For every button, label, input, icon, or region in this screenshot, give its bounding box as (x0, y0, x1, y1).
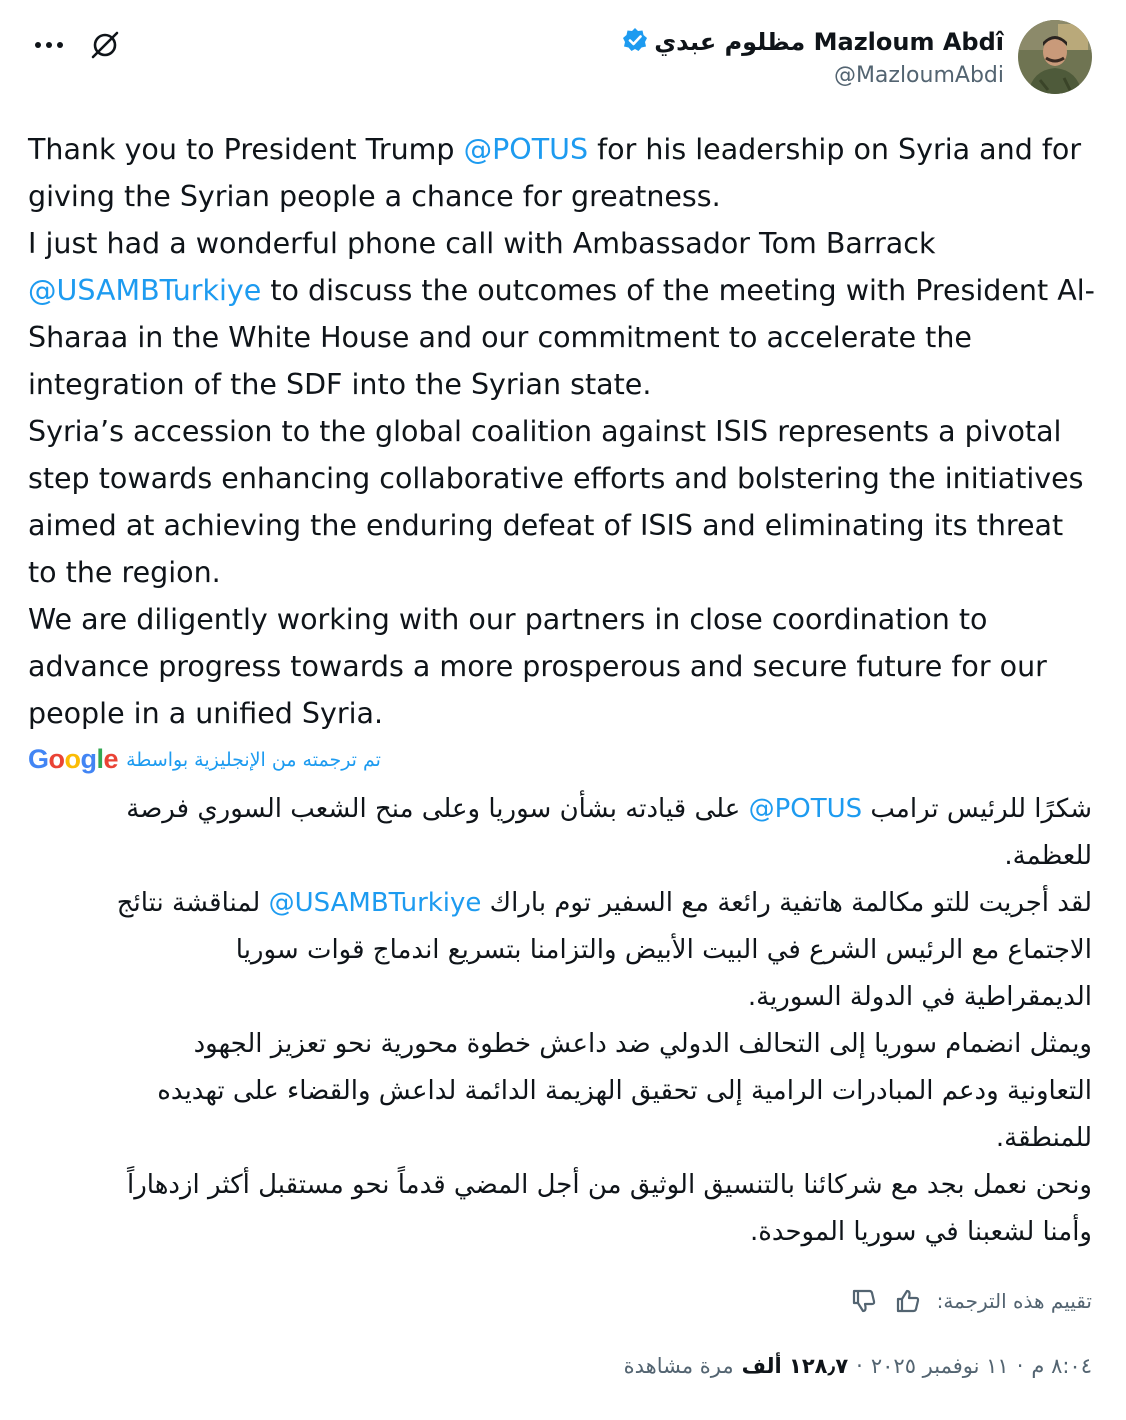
text-span: على قيادته بشأن سوريا وعلى منح الشعب السوري فرصة للعظمة. (126, 794, 1092, 871)
text-span: Thank you to President Trump (28, 133, 464, 166)
rate-translation (849, 1286, 1092, 1316)
views-count: ١٢٨٫٧ ألف (741, 1354, 849, 1378)
tweet-paragraph (102, 786, 1092, 880)
author-text (622, 27, 1004, 88)
verified-badge-icon (622, 27, 648, 57)
text-span: شكرًا للرئيس ترامب (862, 794, 1092, 824)
rate-translation-label: تقييم هذه الترجمة: (936, 1289, 1092, 1313)
tweet-paragraph: We are diligently working with our partners in close coordination to advance progress towards a more prosperous and secure future for our people in a unified Syria. (28, 603, 1047, 730)
meta-separator: · (856, 1354, 863, 1378)
mention-potus[interactable]: @POTUS (463, 133, 589, 166)
translated-by-label[interactable]: تم ترجمته من الإنجليزية بواسطة (126, 748, 381, 771)
text-span: I just had a wonderful phone call with Ambassador Tom Barrack (28, 227, 936, 260)
tweet-paragraph: Syria’s accession to the global coalition against ISIS represents a pivotal step towards enhancing collaborative efforts and bolstering the initiatives aimed at achieving the enduring defeat of ISIS and eliminating its threat to the region. (28, 415, 1084, 589)
avatar[interactable] (1018, 20, 1092, 94)
text-span: for his leadership on Syria and for giving the Syrian people a chance for greatness. (28, 133, 1082, 213)
tweet-header (28, 20, 1092, 100)
header-actions (32, 28, 122, 62)
tweet-paragraph: ويمثل انضمام سوريا إلى التحالف الدولي ضد داعش خطوة محورية نحو تعزيز الجهود التعاونية ودعم المبادرات الرامية إلى تحقيق الهزيمة الدائمة لداعش والقضاء على تهديده للمنطقة. (157, 1029, 1092, 1153)
author-name-row (622, 27, 1004, 57)
text-span: لقد أجريت للتو مكالمة هاتفية رائعة مع السفير توم باراك (481, 888, 1092, 918)
views-label: مرة مشاهدة (623, 1354, 734, 1378)
text-span: to discuss the outcomes of the meeting with President Al-Sharaa in the White House and our commitment to accelerate the integration of the SDF into the Syrian state. (28, 274, 1095, 401)
meta-separator: · (1016, 1354, 1024, 1378)
tweet-meta (624, 1354, 1092, 1378)
tweet-text-english (28, 126, 1098, 737)
tweet-paragraph: ونحن نعمل بجد مع شركائنا بالتنسيق الوثيق من أجل المضي قدماً نحو مستقبل أكثر ازدهاراً وأمنا لشعبنا في سوريا الموحدة. (127, 1170, 1092, 1247)
tweet-date[interactable]: ١١ نوفمبر ٢٠٢٥ (870, 1354, 1009, 1378)
translated-by[interactable] (28, 744, 381, 775)
mention-usambturkiye[interactable]: @USAMBTurkiye (28, 274, 262, 307)
tweet-paragraph (28, 126, 1098, 220)
tweet-paragraph (28, 220, 1098, 408)
grok-icon[interactable] (88, 28, 122, 62)
mention-potus[interactable]: @POTUS (748, 794, 863, 824)
thumbs-up-icon[interactable] (893, 1286, 923, 1316)
author-block[interactable] (622, 20, 1092, 94)
more-icon[interactable] (32, 28, 66, 62)
author-handle[interactable]: @MazloumAbdi (833, 62, 1004, 88)
thumbs-down-icon[interactable] (849, 1286, 879, 1316)
tweet-paragraph (102, 880, 1092, 1021)
google-logo: Google (28, 744, 119, 774)
mention-usambturkiye[interactable]: @USAMBTurkiye (268, 888, 482, 918)
tweet-text-arabic (102, 786, 1092, 1256)
author-display-name[interactable]: مظلوم عبدي Mazloum Abdî (654, 27, 1004, 56)
tweet-time[interactable]: ٨:٠٤ م (1031, 1354, 1092, 1378)
text-span: لمناقشة نتائج الاجتماع مع الرئيس الشرع في البيت الأبيض والتزامنا بتسريع اندماج قوات سوريا الديمقراطية في الدولة السورية. (116, 888, 1092, 1012)
